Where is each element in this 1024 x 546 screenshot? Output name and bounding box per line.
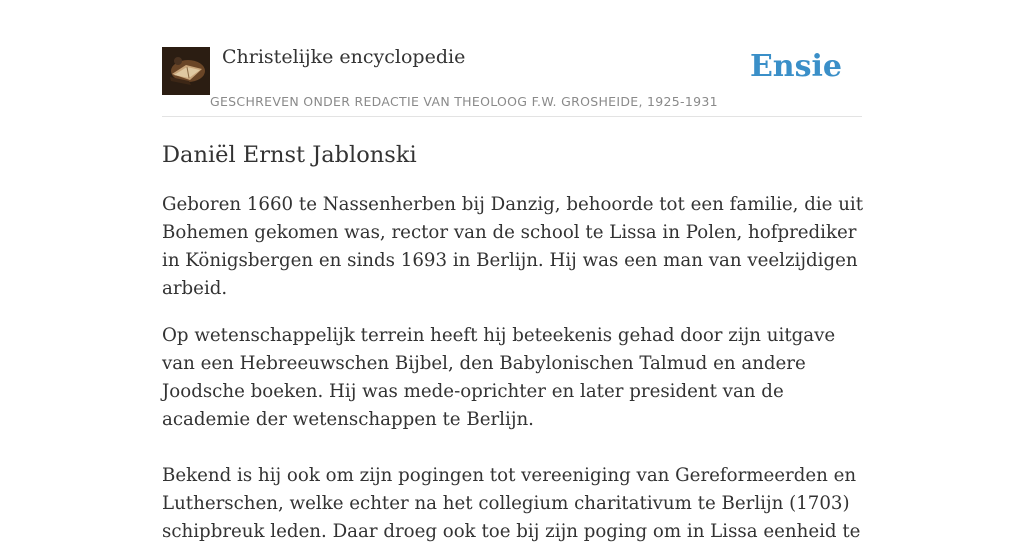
article-title: Daniël Ernst Jablonski [162,142,417,168]
article-paragraph: Bekend is hij ook om zijn pogingen tot vereeniging van Gereformeerden en Lutherschen, welke echter na het collegium charitativum te Berlijn (1703) schipbreuk leden. Daar droeg ook toe bij zijn poging om in Lissa eenheid te [162,465,861,542]
ensie-brand-link[interactable]: Ensie [749,49,842,84]
article [162,138,866,546]
article-paragraph: Geboren 1660 te Nassenherben bij Danzig, behoorde tot een familie, die uit Bohemen gekomen was, rector van de school te Lissa in Polen, hofprediker in Königsbergen en sinds 1693 in Berlijn. Hij was een man van veelzijdigen arbeid. [162,194,864,299]
book-image-icon [162,47,210,95]
article-paragraph: Op wetenschappelijk terrein heeft hij beteekenis gehad door zijn uitgave van een Hebreeuwschen Bijbel, den Babylonischen Talmud en andere Joodsche boeken. Hij was mede-oprichter en later president van de academie der wetenschappen te Berlijn. [162,325,836,430]
site-subtitle: GESCHREVEN ONDER REDACTIE VAN THEOLOOG F.W. GROSHEIDE, 1925-1931 [210,94,718,109]
site-title[interactable]: Christelijke encyclopedie [222,46,466,68]
site-header [162,44,862,117]
encyclopedia-logo-avatar[interactable] [162,47,210,95]
